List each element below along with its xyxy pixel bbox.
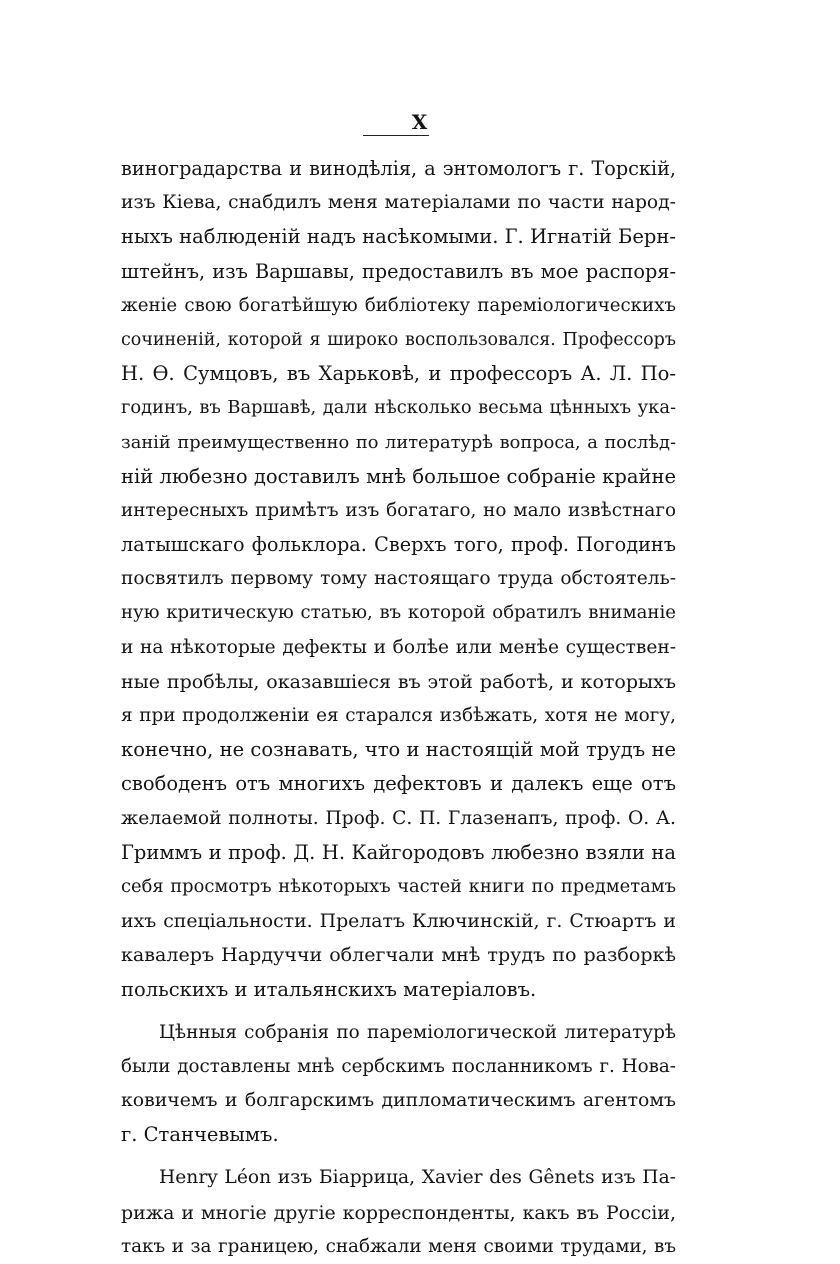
text-line: сочиненій, которой я широко воспользовался. Профессоръ: [121, 329, 676, 350]
text-line: были доставлены мнѣ сербскимъ посланникомъ г. Нова-: [121, 1055, 676, 1077]
text-line: интересныхъ примѣтъ изъ богатаго, но мало извѣстнаго: [121, 499, 676, 521]
text-line: такъ и за границею, снабжали меня своими трудами, въ: [121, 1235, 676, 1257]
text-line: конечно, не сознавать, что и настоящій мой трудъ не: [121, 738, 676, 762]
paragraph-3: [121, 1161, 676, 1264]
text-line: изъ Кіева, снабдилъ меня матеріалами по части народ-: [121, 192, 676, 214]
text-line: латышскаго фольклора. Сверхъ того, проф. Погодинъ: [121, 533, 676, 557]
text-line: кавалеръ Нардуччи облегчали мнѣ трудъ по разборкѣ: [121, 944, 676, 967]
text-line: годинъ, въ Варшавѣ, дали нѣсколько весьма цѣнныхъ ука-: [121, 397, 676, 419]
text-line: и на нѣкоторые дефекты и болѣе или менѣе существен-: [121, 636, 676, 658]
paragraph-1: [121, 152, 676, 1007]
text-line: виноградарства и винодѣлія, а энтомологъ г. Торскій,: [121, 157, 676, 180]
page-number: X: [411, 110, 429, 134]
paragraph-gap: [121, 1152, 676, 1161]
text-line: желаемой полноты. Проф. С. П. Глазенапъ, проф. О. А.: [121, 807, 676, 829]
text-line: рижа и многіе другіе корреспонденты, какъ въ Россіи,: [121, 1201, 676, 1224]
text-line: женіе свою богатѣйшую библіотеку паремiологическихъ: [121, 294, 676, 316]
text-line: ковичемъ и болгарскимъ дипломатическимъ агентомъ: [121, 1090, 676, 1112]
text-line: польскихъ и итальянскихъ матеріаловъ.: [121, 977, 537, 1001]
text-line: г. Станчевымъ.: [121, 1123, 279, 1147]
text-line: ные пробѣлы, оказавшіеся въ этой работѣ, и которыхъ: [121, 670, 676, 693]
page-header: [0, 111, 840, 133]
text-line: ную критическую статью, въ которой обратилъ вниманіе: [121, 602, 676, 624]
text-line: ній любезно доставилъ мнѣ большое собраніе крайне: [121, 464, 676, 488]
text-line: штейнъ, изъ Варшавы, предоставилъ въ мое распоря-: [121, 259, 676, 283]
text-line: Гриммъ и проф. Д. Н. Кайгородовъ любезно взяли на: [121, 840, 676, 864]
text-line: я при продолженіи ея старался избѣжать, хотя не могу,: [121, 705, 676, 726]
text-line: ихъ спеціальности. Прелатъ Ключинскій, г. Стюартъ и: [121, 910, 676, 933]
paragraph-gap: [121, 1007, 676, 1016]
text-line: посвятилъ первому тому настоящаго труда обстоятель-: [121, 568, 676, 590]
text-line: свободенъ отъ многихъ дефектовъ и далекъ еще отъ: [121, 772, 676, 796]
header-rule: [363, 135, 429, 136]
text-line: Н. Ѳ. Сумцовъ, въ Харьковѣ, и профессоръ А. Л. По-: [121, 362, 676, 386]
text-line: себя просмотръ нѣкоторыхъ частей книги по предметамъ: [121, 875, 676, 897]
paragraph-2: [121, 1016, 676, 1153]
body-text: [121, 152, 676, 1264]
text-line: Цѣнныя собранія по паремiологической литературѣ: [159, 1021, 676, 1043]
text-line: ныхъ наблюденій надъ насѣкомыми. Г. Игнатій Берн-: [121, 225, 676, 249]
text-line: Henry Léon изъ Біаррица, Xavier des Gênets изъ Па-: [159, 1167, 676, 1189]
text-line: заній преимущественно по литературѣ вопроса, а послѣд-: [121, 431, 676, 453]
